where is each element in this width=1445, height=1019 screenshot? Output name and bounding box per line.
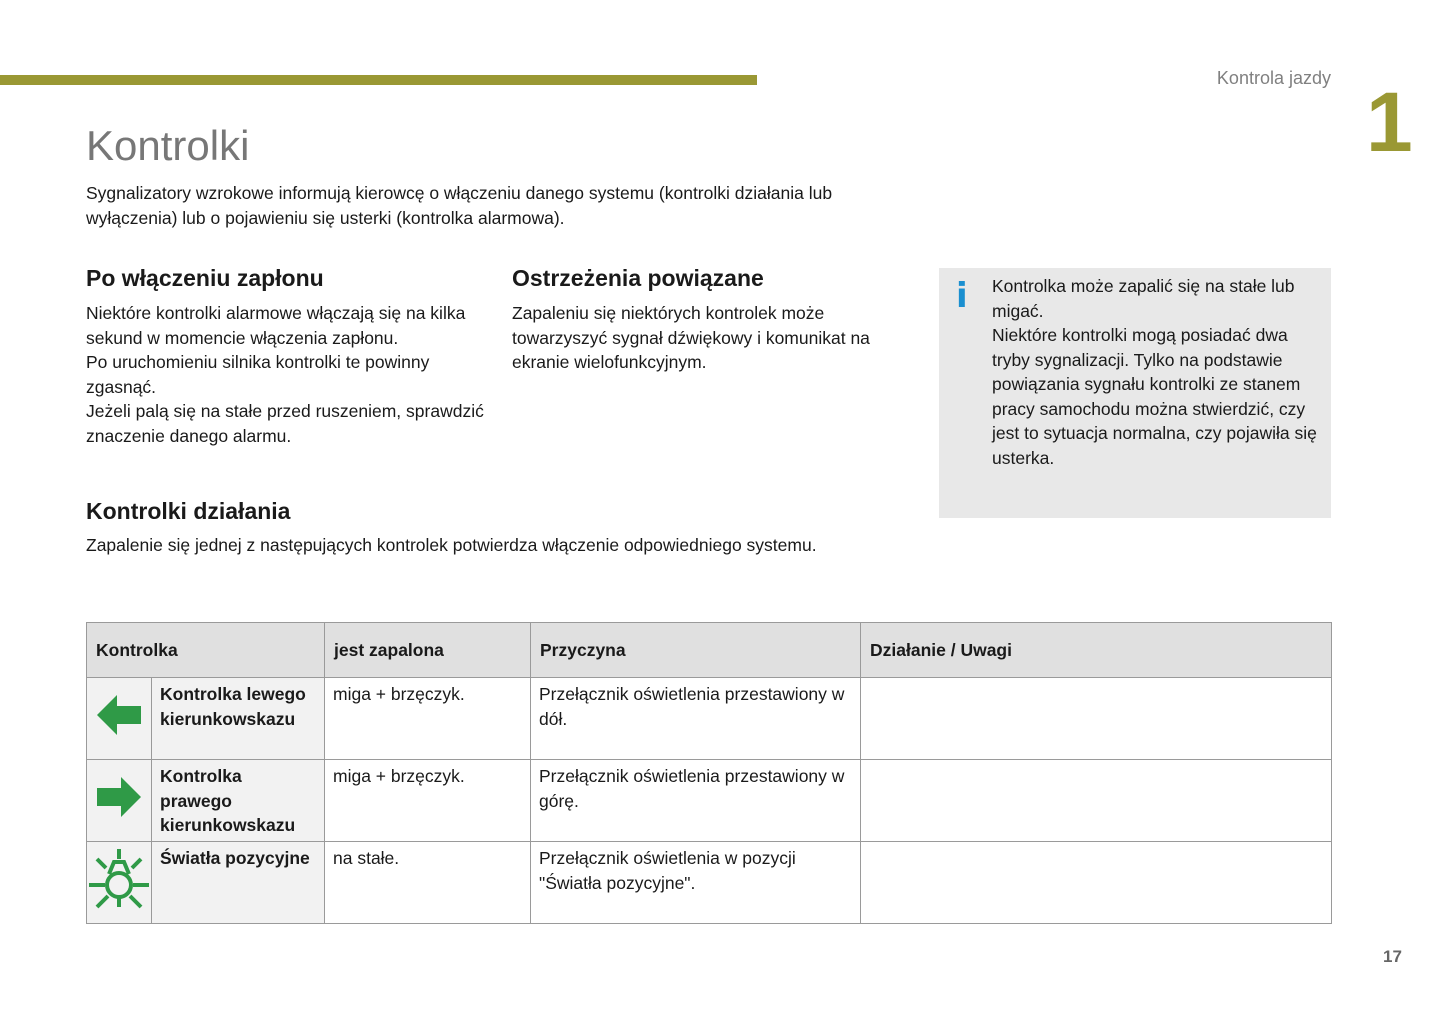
ignition-section <box>86 263 486 448</box>
table-header-row <box>87 623 1332 678</box>
operation-lamps-heading: Kontrolki działania <box>86 498 291 524</box>
lamp-name: Kontrolka prawego kierunkowskazu <box>152 760 325 842</box>
lamp-action <box>861 760 1332 842</box>
info-text: Kontrolka może zapalić się na stałe lub migać. Niektóre kontrolki mogą posiadać dwa tryby sygnalizacji. Tylko na podstawie powiązania sygnału kontrolki ze stanem pracy samochodu można stwierdzić, czy jest to sytuacja normalna, czy pojawiła się usterka. <box>992 276 1317 468</box>
header-action: Działanie / Uwagi <box>861 623 1332 678</box>
right-turn-arrow-icon <box>95 775 143 819</box>
operation-lamps-section <box>86 496 986 558</box>
info-icon: i <box>956 276 968 316</box>
page-number: 17 <box>1383 947 1402 966</box>
table-row <box>87 678 1332 760</box>
lamp-name: Kontrolka lewego kierunkowskazu <box>152 678 325 760</box>
info-box <box>939 268 1331 518</box>
operation-lamps-body: Zapalenie się jednej z następujących kontrolek potwierdza włączenie odpowiedniego systemu. <box>86 535 817 555</box>
lamp-cause: Przełącznik oświetlenia przestawiony w górę. <box>531 760 861 842</box>
intro-paragraph: Sygnalizatory wzrokowe informują kierowcę o włączeniu danego systemu (kontrolki działania lub wyłączenia) lub o pojawieniu się usterki (kontrolka alarmowa). <box>86 183 833 228</box>
lamp-state: na stałe. <box>325 842 531 924</box>
header-lamp: Kontrolka <box>87 623 325 678</box>
page-title: Kontrolki <box>86 122 250 169</box>
ignition-body: Niektóre kontrolki alarmowe włączają się na kilka sekund w momencie włączenia zapłonu. Po uruchomieniu silnika kontrolki te powinny zgasnąć. Jeżeli palą się na stałe przed ruszeniem, sprawdzić znaczenie danego alarmu. <box>86 303 484 446</box>
warning-lamps-table <box>86 622 1332 924</box>
warnings-body: Zapaleniu się niektórych kontrolek może towarzyszyć sygnał dźwiękowy i komunikat na ekranie wielofunkcyjnym. <box>512 303 870 372</box>
left-turn-arrow-icon <box>95 693 143 737</box>
warnings-heading: Ostrzeżenia powiązane <box>512 265 764 291</box>
lamp-cause: Przełącznik oświetlenia w pozycji "Światła pozycyjne". <box>531 842 861 924</box>
header-accent-bar <box>0 75 757 85</box>
lamp-name: Światła pozycyjne <box>152 842 325 924</box>
header-state: jest zapalona <box>325 623 531 678</box>
lamp-action <box>861 678 1332 760</box>
table-row <box>87 842 1332 924</box>
row-icon-cell <box>87 842 152 924</box>
lamp-action <box>861 842 1332 924</box>
row-icon-cell <box>87 760 152 842</box>
section-label: Kontrola jazdy <box>1216 68 1331 88</box>
lamp-cause: Przełącznik oświetlenia przestawiony w dół. <box>531 678 861 760</box>
header-cause: Przyczyna <box>531 623 861 678</box>
row-icon-cell <box>87 678 152 760</box>
sidelights-icon <box>87 849 151 909</box>
lamp-state: miga + brzęczyk. <box>325 678 531 760</box>
warnings-section <box>512 263 912 375</box>
chapter-number: 1 <box>1366 75 1413 169</box>
table-row <box>87 760 1332 842</box>
lamp-state: miga + brzęczyk. <box>325 760 531 842</box>
ignition-heading: Po włączeniu zapłonu <box>86 265 324 291</box>
